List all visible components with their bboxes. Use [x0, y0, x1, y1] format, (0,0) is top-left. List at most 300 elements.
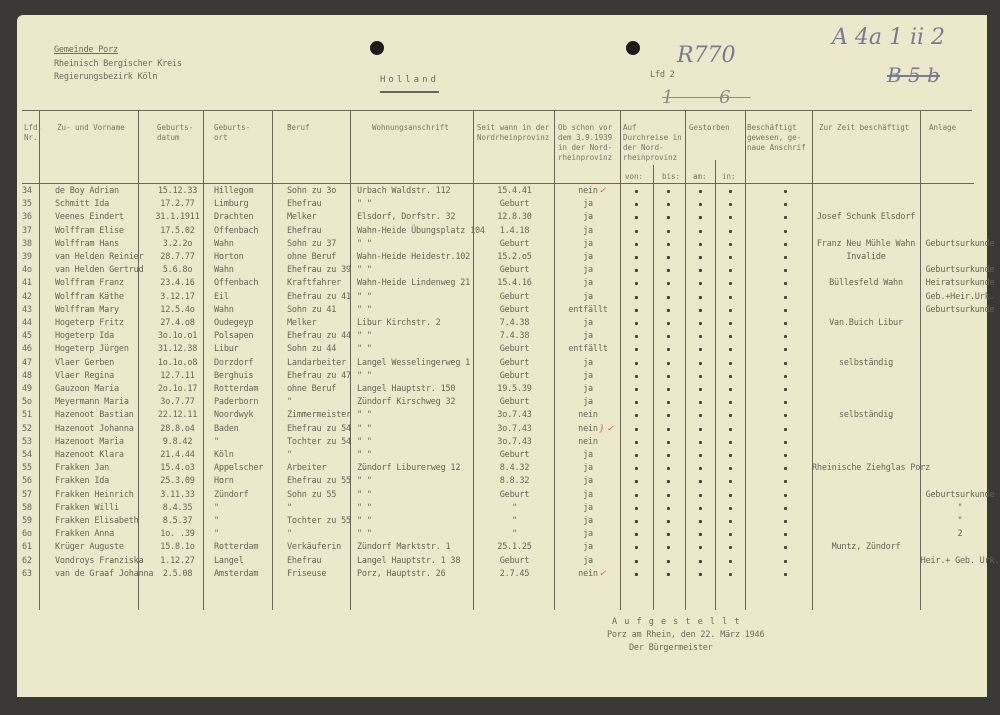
- ditto-dot: [729, 560, 732, 563]
- address: " ": [357, 476, 372, 487]
- subcol-died-on: am:: [693, 172, 707, 181]
- ditto-dot: [784, 467, 787, 470]
- ditto-dot: [699, 560, 702, 563]
- col-header-since: Seit wann in der Nordrheinprovinz: [477, 123, 550, 142]
- table-row: [17, 211, 987, 224]
- ditto-dot: [667, 335, 670, 338]
- ditto-dot: [729, 335, 732, 338]
- person-name: van de Graaf Johanna: [55, 568, 154, 579]
- table-row: [17, 528, 987, 541]
- resident-since: 7.4.38: [499, 318, 530, 328]
- row-number: 43: [22, 304, 32, 315]
- ditto-dot: [699, 546, 702, 549]
- birth-place: Eil: [214, 291, 229, 302]
- ditto-dot: [635, 428, 638, 431]
- col-header-address: Wohnungsanschrift: [372, 123, 449, 132]
- ditto-dot: [635, 401, 638, 404]
- address: Langel Wesselingerweg 1: [357, 357, 471, 368]
- ditto-dot: [635, 362, 638, 365]
- table-row: [17, 502, 987, 515]
- ditto-dot: [635, 282, 638, 285]
- col-header-nr: Lfd. Nr.: [24, 123, 43, 142]
- row-number: 59: [22, 516, 32, 526]
- ditto-dot: [635, 441, 638, 444]
- person-name: van Helden Gertrud: [55, 265, 144, 276]
- ditto-dot: [784, 348, 787, 351]
- row-number: 4o: [22, 265, 32, 276]
- resident-since: Geburt: [499, 397, 530, 408]
- ditto-dot: [635, 375, 638, 378]
- birth-date: 15.4.o3: [160, 463, 195, 474]
- birth-place: Rotterdam: [214, 384, 259, 394]
- table-row: [17, 304, 995, 317]
- birth-date: 1.12.27: [160, 555, 195, 566]
- table-row: [17, 357, 987, 370]
- ditto-dot: [667, 282, 670, 285]
- ditto-dot: [784, 309, 787, 312]
- before-1939: nein: [578, 436, 598, 447]
- current-employment: Van.Buich Libur: [829, 318, 903, 328]
- address: " ": [357, 265, 372, 276]
- row-number: 46: [22, 344, 32, 355]
- before-1939: nein: [578, 410, 598, 421]
- attachment: Geburtsurkunde: [925, 238, 995, 249]
- ditto-dot: [667, 494, 670, 497]
- ditto-dot: [699, 216, 702, 219]
- ditto-dot: [667, 216, 670, 219]
- ditto-dot: [699, 243, 702, 246]
- resident-since: 1.4.18: [499, 225, 530, 236]
- ditto-dot: [667, 573, 670, 576]
- ditto-dot: [729, 533, 732, 536]
- ditto-dot: [699, 296, 702, 299]
- punch-hole: [370, 41, 384, 55]
- birth-place: Wahn: [214, 265, 234, 276]
- occupation: Ehefrau: [287, 225, 322, 236]
- before-1939: ja: [583, 278, 593, 289]
- birth-place: Amsterdam: [214, 568, 259, 579]
- col-header-employed-before: Beschäftigt gewesen, ge-naue Anschrif: [747, 123, 806, 152]
- row-number: 36: [22, 212, 32, 223]
- occupation: ohne Beruf: [287, 384, 337, 394]
- ditto-dot: [784, 533, 787, 536]
- ditto-dot: [699, 467, 702, 470]
- resident-since: Geburt: [499, 304, 530, 315]
- ditto-dot: [784, 454, 787, 457]
- ditto-dot: [784, 388, 787, 391]
- ditto-dot: [729, 573, 732, 576]
- ditto-dot: [729, 309, 732, 312]
- punch-hole: [626, 41, 640, 55]
- ditto-dot: [784, 520, 787, 523]
- ditto-dot: [635, 269, 638, 272]
- ditto-dot: [699, 454, 702, 457]
- ditto-dot: [635, 494, 638, 497]
- occupation: Arbeiter: [287, 463, 327, 474]
- ditto-dot: [635, 573, 638, 576]
- row-number: 5o: [22, 397, 32, 408]
- ditto-dot: [667, 269, 670, 272]
- address: " ": [357, 238, 372, 249]
- col-header-name: Zu- und Vorname: [57, 123, 125, 132]
- ditto-dot: [784, 243, 787, 246]
- before-1939: ja: [583, 265, 593, 276]
- resident-since: 19.5.39: [497, 384, 532, 394]
- birth-date: 8.4.35: [162, 502, 193, 513]
- ditto-dot: [784, 414, 787, 417]
- col-header-attachment: Anlage: [929, 123, 957, 132]
- ditto-dot: [729, 507, 732, 510]
- ditto-dot: [699, 282, 702, 285]
- birth-place: Paderborn: [214, 397, 259, 408]
- birth-date: 12.7.11: [160, 370, 195, 381]
- row-number: 44: [22, 318, 32, 328]
- before-1939: ja: [583, 212, 593, 223]
- ditto-dot: [635, 414, 638, 417]
- ditto-dot: [699, 507, 702, 510]
- ditto-dot: [729, 441, 732, 444]
- ditto-dot: [729, 375, 732, 378]
- attachment: Geburtsurkunde: [925, 489, 995, 500]
- before-1939: ja: [583, 225, 593, 236]
- birth-place: Köln: [214, 450, 234, 460]
- address: Wahn-Heide Übungsplatz 104: [357, 225, 485, 236]
- ditto-dot: [667, 296, 670, 299]
- ditto-dot: [667, 441, 670, 444]
- ditto-dot: [729, 414, 732, 417]
- region: Regierungsbezirk Köln: [54, 72, 158, 82]
- occupation: Tochter zu 54: [287, 436, 351, 447]
- ditto-dot: [635, 388, 638, 391]
- row-number: 35: [22, 199, 32, 210]
- row-number: 58: [22, 502, 32, 513]
- ditto-dot: [729, 388, 732, 391]
- table-row: [17, 515, 987, 528]
- ditto-dot: [784, 335, 787, 338]
- resident-since: 7.4.38: [499, 331, 530, 342]
- address: Elsdorf, Dorfstr. 32: [357, 212, 456, 223]
- person-name: Frakken Jan: [55, 463, 110, 474]
- occupation: Ehefrau zu 54: [287, 423, 351, 434]
- resident-since: Geburt: [499, 199, 530, 210]
- row-number: 49: [22, 384, 32, 394]
- struck-number: 1 6: [662, 87, 751, 108]
- birth-date: 1o.1o.o8: [157, 357, 198, 368]
- row-number: 51: [22, 410, 32, 421]
- footer-prepared: A u f g e s t e l l t: [612, 617, 741, 627]
- row-number: 48: [22, 370, 32, 381]
- occupation: ": [287, 529, 292, 540]
- address: Langel Hauptstr. 150: [357, 384, 456, 394]
- ditto-dot: [699, 256, 702, 259]
- occupation: ": [287, 397, 292, 408]
- ditto-dot: [635, 454, 638, 457]
- resident-since: 15.4.16: [497, 278, 532, 289]
- before-1939: nein: [578, 423, 598, 434]
- before-1939: ja: [583, 331, 593, 342]
- occupation: ": [287, 502, 292, 513]
- person-name: Hazenoot Maria: [55, 436, 124, 447]
- resident-since: Geburt: [499, 238, 530, 249]
- attachment: Heir.+ Geb. Urk.: [920, 555, 1000, 566]
- before-1939: ja: [583, 397, 593, 408]
- ditto-dot: [699, 190, 702, 193]
- ditto-dot: [729, 546, 732, 549]
- table-row: [17, 317, 987, 330]
- table-row: [17, 568, 987, 581]
- ditto-dot: [667, 388, 670, 391]
- table-row: [17, 423, 987, 436]
- ditto-dot: [635, 216, 638, 219]
- row-number: 6o: [22, 529, 32, 540]
- table-row: [17, 409, 987, 422]
- address: " ": [357, 304, 372, 315]
- birth-date: 22.12.11: [157, 410, 198, 421]
- ditto-dot: [635, 230, 638, 233]
- row-number: 61: [22, 542, 32, 553]
- table-row: [17, 541, 987, 554]
- before-1939: ja: [583, 529, 593, 540]
- birth-date: 25.3.09: [160, 476, 195, 487]
- ditto-dot: [784, 269, 787, 272]
- table-row: [17, 436, 987, 449]
- row-number: 62: [22, 555, 32, 566]
- table-row: [17, 475, 987, 488]
- ditto-dot: [635, 309, 638, 312]
- col-header-before-1939: Ob schon vor dem 3.9.1939 in der Nord-rheinprovinz: [558, 123, 613, 162]
- ditto-dot: [667, 190, 670, 193]
- col-header-birthplace: Geburts-ort: [214, 123, 251, 142]
- current-employment: Invalide: [846, 252, 886, 262]
- resident-since: 15.4.41: [497, 186, 532, 196]
- ditto-dot: [667, 414, 670, 417]
- address: " ": [357, 291, 372, 302]
- birth-date: 3o.7.77: [160, 397, 195, 408]
- footer-place-date: Porz am Rhein, den 22. März 1946: [607, 630, 765, 640]
- ditto-dot: [667, 467, 670, 470]
- address: Zündorf Marktstr. 1: [357, 542, 451, 553]
- attachment: Heiratsurkunde: [925, 278, 995, 289]
- birth-place: Berghuis: [214, 370, 254, 381]
- occupation: Sohn zu 37: [287, 238, 337, 249]
- person-name: Hazenoot Bastian: [55, 410, 134, 421]
- person-name: Wolffram Mary: [55, 304, 119, 315]
- address: " ": [357, 199, 372, 210]
- person-name: Vondroys Franziska: [55, 555, 144, 566]
- birth-place: Limburg: [214, 199, 249, 210]
- ditto-dot: [635, 335, 638, 338]
- person-name: van Helden Reinier: [55, 252, 144, 262]
- attachment: Geb.+Heir.Urk.: [925, 291, 995, 302]
- address: Langel Hauptstr. 1 38: [357, 555, 461, 566]
- ditto-dot: [784, 282, 787, 285]
- current-employment: Muntz, Zündorf: [831, 542, 901, 553]
- address: " ": [357, 436, 372, 447]
- ditto-dot: [667, 375, 670, 378]
- ditto-dot: [667, 560, 670, 563]
- person-name: Meyermann Maria: [55, 397, 129, 408]
- row-number: 34: [22, 186, 32, 196]
- ditto-dot: [699, 441, 702, 444]
- birth-place: Wahn: [214, 304, 234, 315]
- ditto-dot: [729, 428, 732, 431]
- attachment: Geburtsurkunde: [925, 304, 995, 315]
- birth-date: 27.4.o8: [160, 318, 195, 328]
- person-name: de Boy Adrian: [55, 186, 119, 196]
- attachment: ": [957, 502, 963, 513]
- birth-date: 3.12.17: [160, 291, 195, 302]
- table-row: [17, 343, 987, 356]
- resident-since: Geburt: [499, 291, 530, 302]
- ditto-dot: [667, 428, 670, 431]
- person-name: Hogeterp Jürgen: [55, 344, 129, 355]
- attachment: ": [957, 516, 963, 526]
- person-name: Hazenoot Klara: [55, 450, 124, 460]
- ditto-dot: [635, 203, 638, 206]
- before-1939: ja: [583, 463, 593, 474]
- row-number: 47: [22, 357, 32, 368]
- resident-since: ": [512, 502, 517, 513]
- current-employment: Büllesfeld Wahn: [829, 278, 903, 289]
- before-1939: ja: [583, 516, 593, 526]
- current-employment: selbständig: [838, 410, 894, 421]
- ditto-dot: [635, 322, 638, 325]
- ditto-dot: [784, 190, 787, 193]
- before-1939: ja: [583, 450, 593, 460]
- ditto-dot: [784, 507, 787, 510]
- row-number: 37: [22, 225, 32, 236]
- table-row: [17, 370, 987, 383]
- ditto-dot: [784, 401, 787, 404]
- ditto-dot: [635, 190, 638, 193]
- ditto-dot: [699, 203, 702, 206]
- row-number: 57: [22, 489, 32, 500]
- before-1939: ja: [583, 476, 593, 487]
- ditto-dot: [729, 296, 732, 299]
- occupation: Zimmermeister: [287, 410, 351, 421]
- table-row: [17, 277, 995, 290]
- address: " ": [357, 410, 372, 421]
- birth-date: 3.2.2o: [162, 238, 193, 249]
- ditto-dot: [667, 533, 670, 536]
- ditto-dot: [699, 375, 702, 378]
- person-name: Hogeterp Ida: [55, 331, 115, 342]
- ditto-dot: [729, 322, 732, 325]
- occupation: Tochter zu 55: [287, 516, 351, 526]
- ditto-dot: [667, 256, 670, 259]
- person-name: Krüger Auguste: [55, 542, 124, 553]
- resident-since: 3o.7.43: [497, 410, 532, 421]
- person-name: Frakken Elisabeth: [55, 516, 139, 526]
- resident-since: Geburt: [499, 357, 530, 368]
- checkmark-annotation: } ✓: [599, 423, 614, 434]
- birth-date: 28.8.o4: [160, 423, 195, 434]
- occupation: Friseuse: [287, 568, 327, 579]
- occupation: Sohn zu 55: [287, 489, 337, 500]
- birth-date: 15.8.1o: [160, 542, 195, 553]
- ditto-dot: [635, 256, 638, 259]
- table-row: [17, 330, 987, 343]
- ditto-dot: [784, 573, 787, 576]
- col-header-occupation: Beruf: [287, 123, 310, 132]
- before-1939: entfällt: [568, 304, 608, 315]
- ditto-dot: [729, 203, 732, 206]
- ditto-dot: [699, 230, 702, 233]
- occupation: Ehefrau zu 41: [287, 291, 351, 302]
- birth-place: Drachten: [214, 212, 254, 223]
- ditto-dot: [667, 401, 670, 404]
- birth-place: Oudegeyp: [214, 318, 254, 328]
- address: Libur Kirchstr. 2: [357, 318, 441, 328]
- address: " ": [357, 344, 372, 355]
- occupation: Verkäuferin: [287, 542, 342, 553]
- ditto-dot: [667, 203, 670, 206]
- ditto-dot: [729, 494, 732, 497]
- row-number: 38: [22, 238, 32, 249]
- before-1939: ja: [583, 542, 593, 553]
- table-row: [17, 396, 987, 409]
- ditto-dot: [635, 546, 638, 549]
- ditto-dot: [699, 494, 702, 497]
- address: " ": [357, 489, 372, 500]
- row-number: 42: [22, 291, 32, 302]
- ditto-dot: [729, 282, 732, 285]
- subcol-from: von:: [625, 172, 644, 181]
- ditto-dot: [784, 494, 787, 497]
- col-header-transit: Auf Durchreise in der Nord-rheinprovinz: [623, 123, 682, 162]
- ditto-dot: [667, 309, 670, 312]
- checkmark-annotation: ✓: [599, 186, 606, 196]
- row-number: 63: [22, 568, 32, 579]
- resident-since: Geburt: [499, 265, 530, 276]
- ditto-dot: [699, 533, 702, 536]
- ditto-dot: [784, 428, 787, 431]
- ditto-dot: [635, 243, 638, 246]
- resident-since: Geburt: [499, 489, 530, 500]
- birth-place: Horn: [214, 476, 234, 487]
- birth-place: Wahn: [214, 238, 234, 249]
- resident-since: 3o.7.43: [497, 423, 532, 434]
- before-1939: ja: [583, 370, 593, 381]
- occupation: Ehefrau zu 39: [287, 265, 351, 276]
- table-row: [17, 489, 995, 502]
- birth-date: 15.12.33: [157, 186, 198, 196]
- birth-place: Offenbach: [214, 225, 259, 236]
- occupation: Melker: [287, 318, 317, 328]
- resident-since: 2.7.45: [499, 568, 530, 579]
- ditto-dot: [635, 533, 638, 536]
- table-row: [17, 225, 987, 238]
- birth-place: ": [214, 516, 219, 526]
- current-employment: selbständig: [838, 357, 894, 368]
- ditto-dot: [699, 573, 702, 576]
- ditto-dot: [667, 454, 670, 457]
- current-employment: Franz Neu Mühle Wahn: [816, 238, 916, 249]
- before-1939: ja: [583, 238, 593, 249]
- ditto-dot: [729, 520, 732, 523]
- person-name: Hogeterp Fritz: [55, 318, 124, 328]
- ditto-dot: [729, 454, 732, 457]
- table-row: [17, 291, 995, 304]
- ditto-dot: [667, 520, 670, 523]
- before-1939: ja: [583, 555, 593, 566]
- before-1939: entfällt: [568, 344, 608, 355]
- table-row: [17, 185, 987, 198]
- occupation: ": [287, 450, 292, 460]
- ditto-dot: [699, 401, 702, 404]
- address: Wahn-Heide Lindenweg 21: [357, 278, 471, 289]
- table-row: [17, 449, 987, 462]
